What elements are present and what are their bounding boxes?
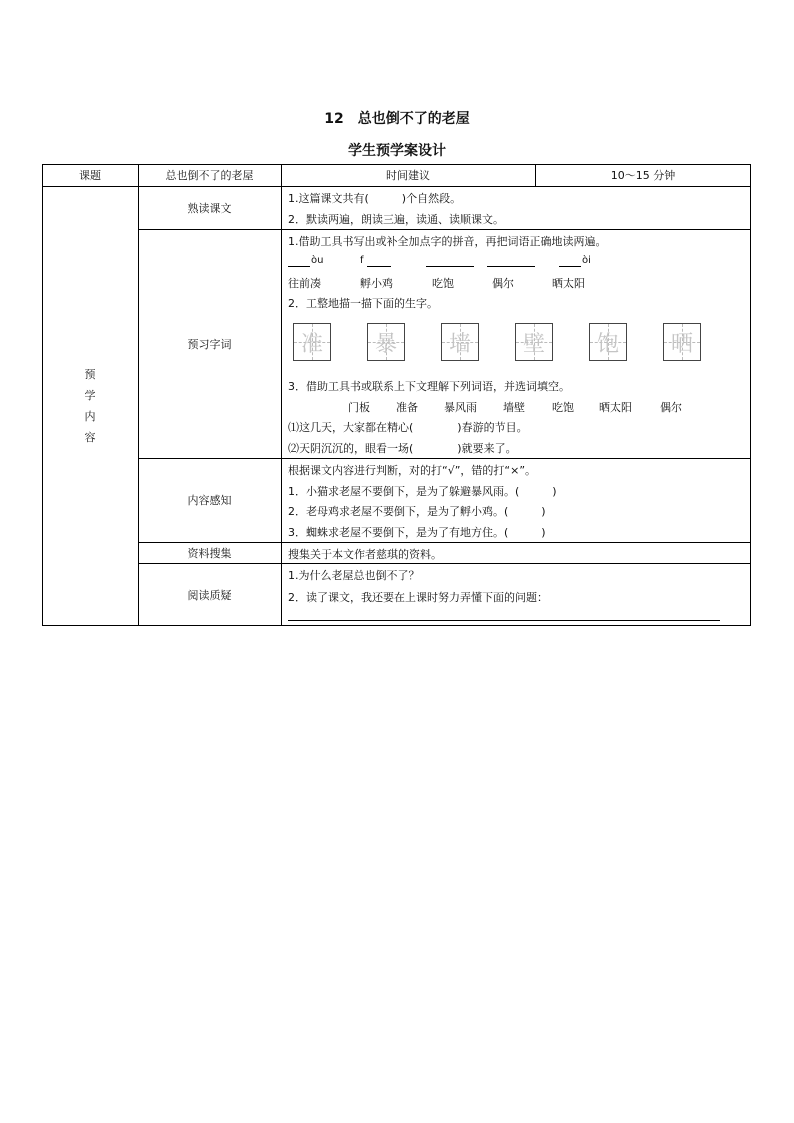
pinyin-hint: f <box>360 255 364 266</box>
tracing-grid[interactable] <box>515 323 553 361</box>
choice-word: 吃饱 <box>552 401 574 414</box>
pinyin-blank <box>487 266 535 267</box>
content-item-2: 2．老母鸡求老屋不要倒下，是为了孵小鸡。( ) <box>288 505 546 518</box>
pinyin-blank <box>426 266 474 267</box>
tracing-grid[interactable] <box>589 323 627 361</box>
header-time-value: 10～15 分钟 <box>610 169 676 182</box>
content-item-1: 1．小猫求老屋不要倒下，是为了躲避暴风雨。( ) <box>288 485 557 498</box>
choice-word: 暴风雨 <box>444 401 477 414</box>
row-label-content: 内容感知 <box>187 494 232 507</box>
vocab-word: 吃饱 <box>432 277 454 290</box>
header-time-label: 时间建议 <box>386 169 430 182</box>
page-subtitle: 学生预学案设计 <box>348 143 446 159</box>
tracing-grid[interactable] <box>367 323 405 361</box>
tracing-char: 壁 <box>522 331 545 357</box>
section-label: 预 学 内 容 <box>84 368 96 444</box>
choice-word: 准备 <box>396 401 418 414</box>
pinyin-blank <box>559 266 581 267</box>
question-item-2: 2．读了课文，我还要在上课时努力弄懂下面的问题： <box>288 591 548 604</box>
col-divider <box>281 164 282 626</box>
header-topic-label: 课题 <box>79 169 101 182</box>
material-text: 搜集关于本文作者慈琪的资料。 <box>288 548 442 561</box>
header-topic-value: 总也倒不了的老屋 <box>165 169 254 182</box>
page-title: 12 总也倒不了的老屋 <box>324 111 470 127</box>
reading-item-2: 2．默读两遍，朗读三遍，读通、读顺课文。 <box>288 213 504 226</box>
tracing-char: 墙 <box>448 331 471 357</box>
choice-word: 偶尔 <box>660 401 682 414</box>
tracing-char: 暴 <box>374 331 397 357</box>
pinyin-hint: òu <box>311 255 324 266</box>
vocab-question-2: 2．工整地描一描下面的生字。 <box>288 297 438 310</box>
tracing-grid[interactable] <box>293 323 331 361</box>
tracing-char: 饱 <box>596 331 619 357</box>
reading-item-1: 1.这篇课文共有( )个自然段。 <box>288 192 462 205</box>
vocab-question-3: 3．借助工具书或联系上下文理解下列词语，并选词填空。 <box>288 380 570 393</box>
content-intro: 根据课文内容进行判断，对的打“√”，错的打“×”。 <box>288 464 537 477</box>
tracing-char: 晒 <box>670 331 693 357</box>
pinyin-blank <box>288 266 310 267</box>
row-label-reading: 熟读课文 <box>187 201 232 215</box>
choice-word: 墙壁 <box>503 401 525 414</box>
tracing-grid[interactable] <box>663 323 701 361</box>
row-label-material: 资料搜集 <box>187 546 232 560</box>
fill-sentence-2: ⑵天阴沉沉的，眼看一场( )就要来了。 <box>288 442 517 455</box>
vocab-word: 孵小鸡 <box>360 277 393 290</box>
question-item-1: 1.为什么老屋总也倒不了？ <box>288 569 420 582</box>
fill-sentence-1: ⑴这几天，大家都在精心( )春游的节目。 <box>288 421 528 434</box>
choice-word: 门板 <box>348 401 370 414</box>
tracing-char: 准 <box>300 331 323 357</box>
vocab-question-1: 1.借助工具书写出或补全加点字的拼音，再把词语正确地读两遍。 <box>288 235 607 248</box>
pinyin-hint: òi <box>582 255 591 266</box>
choice-word: 晒太阳 <box>599 401 632 414</box>
content-item-3: 3．蜘蛛求老屋不要倒下，是为了有地方住。( ) <box>288 526 546 539</box>
pinyin-blank <box>367 266 391 267</box>
vocab-word: 往前凑 <box>288 277 321 290</box>
answer-line[interactable] <box>288 620 720 621</box>
row-label-question: 阅读质疑 <box>187 588 232 602</box>
row-label-vocab: 预习字词 <box>187 337 232 351</box>
tracing-grid[interactable] <box>441 323 479 361</box>
vocab-word: 晒太阳 <box>552 277 585 290</box>
vocab-word: 偶尔 <box>492 277 514 290</box>
